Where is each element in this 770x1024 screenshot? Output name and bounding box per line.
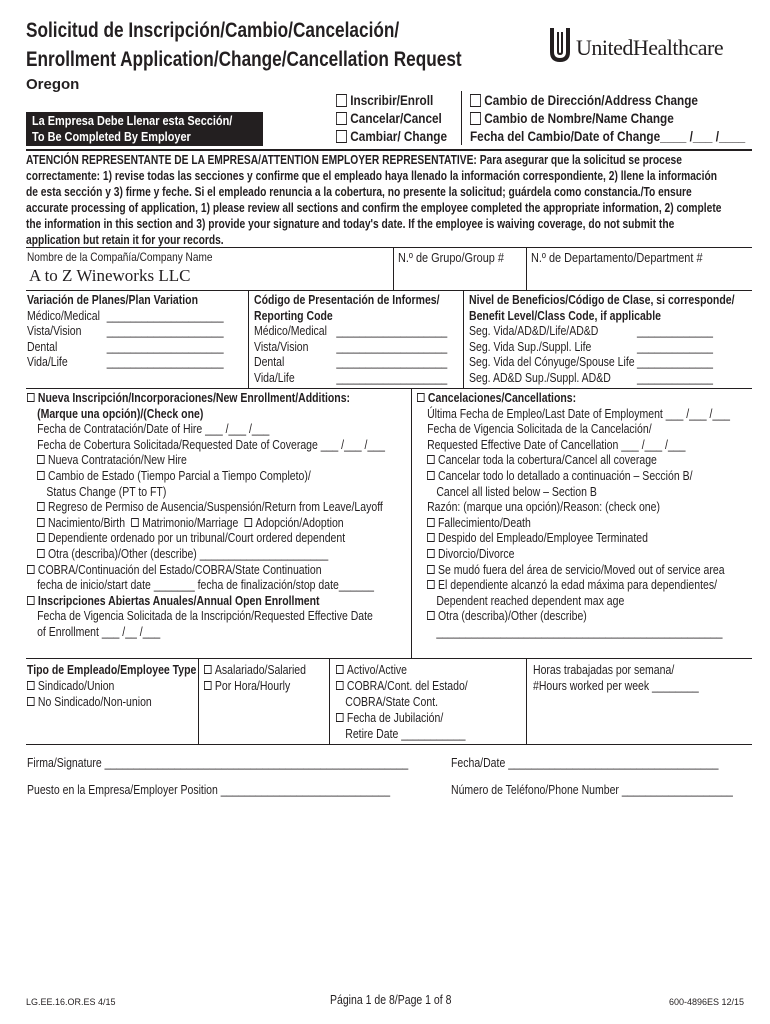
option-enroll[interactable]: Inscribir/Enroll	[336, 91, 447, 109]
divorce-option[interactable]: Divorcio/Divorce	[417, 547, 730, 563]
hours-field[interactable]: #Hours worked per week ________	[533, 679, 699, 693]
header-divider	[461, 91, 462, 145]
moved-checkbox	[427, 565, 435, 574]
employee-type-section	[27, 662, 196, 710]
form-title-english: Enrollment Application/Change/Cancellation Request	[26, 48, 462, 71]
reporting-code-row[interactable]: Vista/Vision ___________________	[254, 339, 448, 354]
enroll-cancel-divider	[411, 388, 412, 658]
max-age-checkbox	[427, 580, 435, 589]
max-age-option[interactable]: El dependiente alcanzó la edad máxima para dependientes/	[417, 578, 730, 594]
employer-bar-line1: La Empresa Debe Llenar esta Sección/	[32, 113, 233, 128]
employer-section-bar	[26, 112, 263, 146]
cancel-eff-date-field[interactable]: Requested Effective Date of Cancellation ___ /___ /___	[427, 437, 686, 452]
uhc-logo-icon	[546, 26, 574, 66]
plan-variation-section	[27, 293, 224, 371]
enrollment-header[interactable]: Nueva Inscripción/Incorporaciones/New Enrollment/Additions:	[27, 391, 385, 407]
plans-divider-2	[463, 290, 464, 388]
benefit-level-row[interactable]: Seg. Vida Sup./Suppl. Life _____________	[469, 339, 713, 354]
status-change-option[interactable]: Cambio de Estado (Tiempo Parcial a Tiempo Completo)/	[27, 469, 385, 485]
form-title-spanish: Solicitud de Inscripción/Cambio/Cancelación/	[26, 19, 400, 42]
plan-variation-header: Variación de Planes/Plan Variation	[27, 293, 198, 307]
non-union-checkbox	[27, 697, 35, 706]
plan-variation-row[interactable]: Médico/Medical ____________________	[27, 308, 224, 323]
life-event-options	[27, 516, 385, 532]
cancel-below-text-2: Cancel all listed below – Section B	[436, 484, 597, 499]
cobra-status-checkbox	[336, 681, 344, 690]
emptype-divider-2	[329, 658, 330, 744]
cancel-checkbox[interactable]	[336, 112, 347, 125]
company-name-value[interactable]: A to Z Wineworks LLC	[29, 266, 191, 285]
top-rule	[26, 149, 752, 151]
attention-line-1: correctamente: 1) revise todas las secciones y confirme que el empleado haya llenado la información correspondiente, 2) llene la información	[26, 169, 717, 183]
change-type-options	[470, 91, 745, 145]
open-enrollment-checkbox	[27, 596, 35, 605]
option-address-change[interactable]: Cambio de Dirección/Address Change	[470, 91, 745, 109]
unitedhealthcare-logo	[546, 26, 751, 66]
reporting-code-row[interactable]: Dental ___________________	[254, 355, 448, 369]
terminated-option[interactable]: Despido del Empleado/Employee Terminated	[417, 531, 730, 547]
hourly-option[interactable]: Por Hora/Hourly	[204, 678, 306, 694]
enroll-checkbox[interactable]	[336, 94, 347, 107]
company-row-top	[26, 247, 752, 248]
benefit-level-row[interactable]: Seg. Vida del Cónyuge/Spouse Life _____________	[469, 355, 713, 369]
signature-field[interactable]: Firma/Signature ____________________________________________________	[27, 756, 409, 770]
attention-line-5: application but retain it for your records.	[26, 233, 224, 247]
cancel-eff-text-1: Fecha de Vigencia Solicitada de la Cancelación/	[427, 422, 652, 437]
active-option[interactable]: Activo/Active	[336, 662, 468, 678]
request-type-options	[336, 91, 447, 145]
employee-type-header: Tipo de Empleado/Employee Type	[27, 663, 197, 677]
marriage-option[interactable]: Matrimonio/Marriage	[131, 516, 244, 532]
other-cancel-line[interactable]: _________________________________________________	[436, 624, 723, 639]
cancellation-section	[417, 391, 730, 641]
reason-label: Razón: (marque una opción)/Reason: (check one)	[427, 500, 660, 515]
retire-date-checkbox	[336, 713, 344, 722]
reporting-code-header-2: Reporting Code	[254, 308, 333, 323]
emptype-divider-1	[198, 658, 199, 744]
other-cancel-option[interactable]: Otra (describa)/Other (describe)	[417, 609, 730, 625]
death-checkbox	[427, 518, 435, 527]
return-leave-option[interactable]: Regreso de Permiso de Ausencia/Suspensión/Return from Leave/Layoff	[27, 500, 385, 516]
plan-variation-row[interactable]: Vida/Life ____________________	[27, 355, 224, 369]
company-name-label: Nombre de la Compañía/Company Name	[27, 250, 213, 264]
birth-checkbox	[37, 518, 45, 527]
emptype-divider-3	[526, 658, 527, 744]
option-cancel[interactable]: Cancelar/Cancel	[336, 109, 447, 127]
reporting-code-row[interactable]: Vida/Life ___________________	[254, 370, 448, 385]
benefit-level-row[interactable]: Seg. AD&D Sup./Suppl. AD&D _____________	[469, 370, 713, 385]
hours-label: Horas trabajadas por semana/	[533, 663, 675, 677]
max-age-text-2: Dependent reached dependent max age	[436, 593, 625, 608]
cobra-status-text-2: COBRA/State Cont.	[345, 695, 439, 709]
change-date-field[interactable]: Fecha del Cambio/Date of Change____ /___ /____	[470, 128, 746, 144]
new-hire-checkbox	[37, 455, 45, 464]
marriage-checkbox	[131, 518, 139, 527]
attention-line-2: de esta sección y 3) firme y feche. Si el empleado renuncia a la cobertura, no presente la solicitud; guárdela como constancia./To ensure	[26, 185, 692, 199]
emptype-row-bottom	[26, 744, 752, 745]
death-option[interactable]: Fallecimiento/Death	[417, 516, 730, 532]
employer-bar-line2: To Be Completed By Employer	[32, 129, 191, 144]
reporting-code-section	[254, 293, 447, 386]
union-option[interactable]: Sindicado/Union	[27, 678, 196, 694]
option-change[interactable]: Cambiar/ Change	[336, 127, 447, 145]
cobra-status-option[interactable]: COBRA/Cont. del Estado/	[336, 678, 468, 694]
plans-divider-1	[248, 290, 249, 388]
terminated-checkbox	[427, 533, 435, 542]
attention-line-3: accurate processing of application, 1) please review all sections and confirm the employee completed the appropriate information, 2) complete	[26, 201, 722, 215]
cancel-all-checkbox	[427, 455, 435, 464]
cobra-checkbox	[27, 565, 35, 574]
check-one-note: (Marque una opción)/(Check one)	[37, 406, 204, 421]
birth-option[interactable]: Nacimiento/Birth	[37, 516, 131, 532]
employer-position-field[interactable]: Puesto en la Empresa/Employer Position _____________________________	[27, 783, 391, 797]
other-enroll-option[interactable]: Otra (describa)/Other (describe) ______________________	[27, 547, 385, 563]
plan-variation-row[interactable]: Dental ____________________	[27, 339, 224, 354]
name-change-checkbox[interactable]	[470, 112, 481, 125]
cancel-below-option[interactable]: Cancelar todo lo detallado a continuación – Sección B/	[417, 469, 730, 485]
attention-lead: ATENCIÓN REPRESENTANTE DE LA EMPRESA/ATTENTION EMPLOYER REPRESENTATIVE:	[26, 153, 477, 167]
company-divider-2	[526, 247, 527, 290]
logo-wordmark: UnitedHealthcare	[576, 35, 724, 60]
phone-number-field[interactable]: Número de Teléfono/Phone Number ___________________	[451, 783, 733, 797]
emptype-row-top	[26, 658, 752, 659]
pay-type-section	[204, 662, 306, 694]
salaried-checkbox	[204, 665, 212, 674]
non-union-option[interactable]: No Sindicado/Non-union	[27, 694, 196, 710]
court-ordered-checkbox	[37, 533, 45, 542]
plans-bottom	[26, 388, 752, 389]
plan-variation-row[interactable]: Vista/Vision ____________________	[27, 324, 224, 338]
union-checkbox	[27, 681, 35, 690]
new-hire-option[interactable]: Nueva Contratación/New Hire	[27, 453, 385, 469]
change-checkbox[interactable]	[336, 130, 347, 143]
company-row-bottom	[26, 290, 752, 291]
signature-date-field[interactable]: Fecha/Date ____________________________________	[451, 756, 719, 770]
return-leave-checkbox	[37, 502, 45, 511]
adoption-checkbox	[245, 518, 253, 527]
page-number: Página 1 de 8/Page 1 of 8	[330, 993, 452, 1007]
last-employment-field[interactable]: Última Fecha de Empleo/Last Date of Employment ___ /___ /___	[427, 406, 731, 421]
benefit-level-row[interactable]: Seg. Vida/AD&D/Life/AD&D _____________	[469, 324, 713, 338]
salaried-option[interactable]: Asalariado/Salaried	[204, 662, 306, 678]
address-change-checkbox[interactable]	[470, 94, 481, 107]
open-enrollment-option[interactable]: Inscripciones Abiertas Anuales/Annual Open Enrollment	[27, 594, 385, 610]
adoption-option[interactable]: Adopción/Adoption	[245, 516, 344, 530]
option-name-change[interactable]: Cambio de Nombre/Name Change	[470, 109, 745, 127]
state-label: Oregon	[26, 76, 80, 93]
status-change-text-2: Status Change (PT to FT)	[46, 484, 167, 499]
cancel-all-option[interactable]: Cancelar toda la cobertura/Cancel all coverage	[417, 453, 730, 469]
benefit-level-section	[469, 293, 734, 386]
employment-status-section	[336, 662, 468, 742]
enrollment-section	[27, 391, 385, 641]
cancel-below-checkbox	[427, 471, 435, 480]
footer-doc-code: 600-4896ES 12/15	[669, 997, 745, 1007]
attention-line-0: Para asegurar que la solicitud se procese	[479, 153, 682, 167]
cobra-option[interactable]: COBRA/Continuación del Estado/COBRA/State Continuation	[27, 563, 385, 579]
cancellation-checkbox	[417, 393, 425, 402]
benefit-level-header-1: Nivel de Beneficios/Código de Clase, si corresponde/	[469, 293, 735, 307]
cobra-dates-field[interactable]: fecha de inicio/start date _______ fecha de finalización/stop date______	[37, 578, 374, 593]
group-number-label[interactable]: N.º de Grupo/Group #	[398, 250, 504, 265]
attention-line-4: the information in this section and 3) provide your signature and today's date. If the employee is waiving coverage, do not submit the	[26, 217, 675, 231]
court-ordered-option[interactable]: Dependiente ordenado por un tribunal/Court ordered dependent	[27, 531, 385, 547]
department-number-label[interactable]: N.º de Departamento/Department #	[531, 250, 703, 265]
enrollment-checkbox	[27, 393, 35, 402]
hourly-checkbox	[204, 681, 212, 690]
moved-option[interactable]: Se mudó fuera del área de servicio/Moved out of service area	[417, 563, 730, 579]
benefit-level-header-2: Benefit Level/Class Code, if applicable	[469, 308, 661, 323]
company-divider-1	[393, 247, 394, 290]
open-eff-date-field[interactable]: of Enrollment ___ /__ /___	[37, 624, 161, 639]
other-cancel-checkbox	[427, 611, 435, 620]
reporting-code-header-1: Código de Presentación de Informes/	[254, 293, 440, 307]
status-change-checkbox	[37, 471, 45, 480]
hire-date-field[interactable]: Fecha de Contratación/Date of Hire ___ /___ /___	[37, 422, 270, 437]
footer-form-code: LG.EE.16.OR.ES 4/15	[26, 997, 116, 1007]
coverage-date-field[interactable]: Fecha de Cobertura Solicitada/Requested Date of Coverage ___ /___ /___	[37, 437, 385, 452]
hours-section	[533, 662, 699, 694]
attention-block	[26, 152, 721, 248]
retire-date-field[interactable]: Retire Date ___________	[345, 727, 466, 741]
cancellation-header[interactable]: Cancelaciones/Cancellations:	[417, 391, 730, 407]
divorce-checkbox	[427, 549, 435, 558]
retire-date-option[interactable]: Fecha de Jubilación/	[336, 710, 468, 726]
other-enroll-checkbox	[37, 549, 45, 558]
active-checkbox	[336, 665, 344, 674]
open-eff-text-1: Fecha de Vigencia Solicitada de la Inscripción/Requested Effective Date	[37, 609, 373, 624]
reporting-code-row[interactable]: Médico/Medical ___________________	[254, 324, 448, 338]
